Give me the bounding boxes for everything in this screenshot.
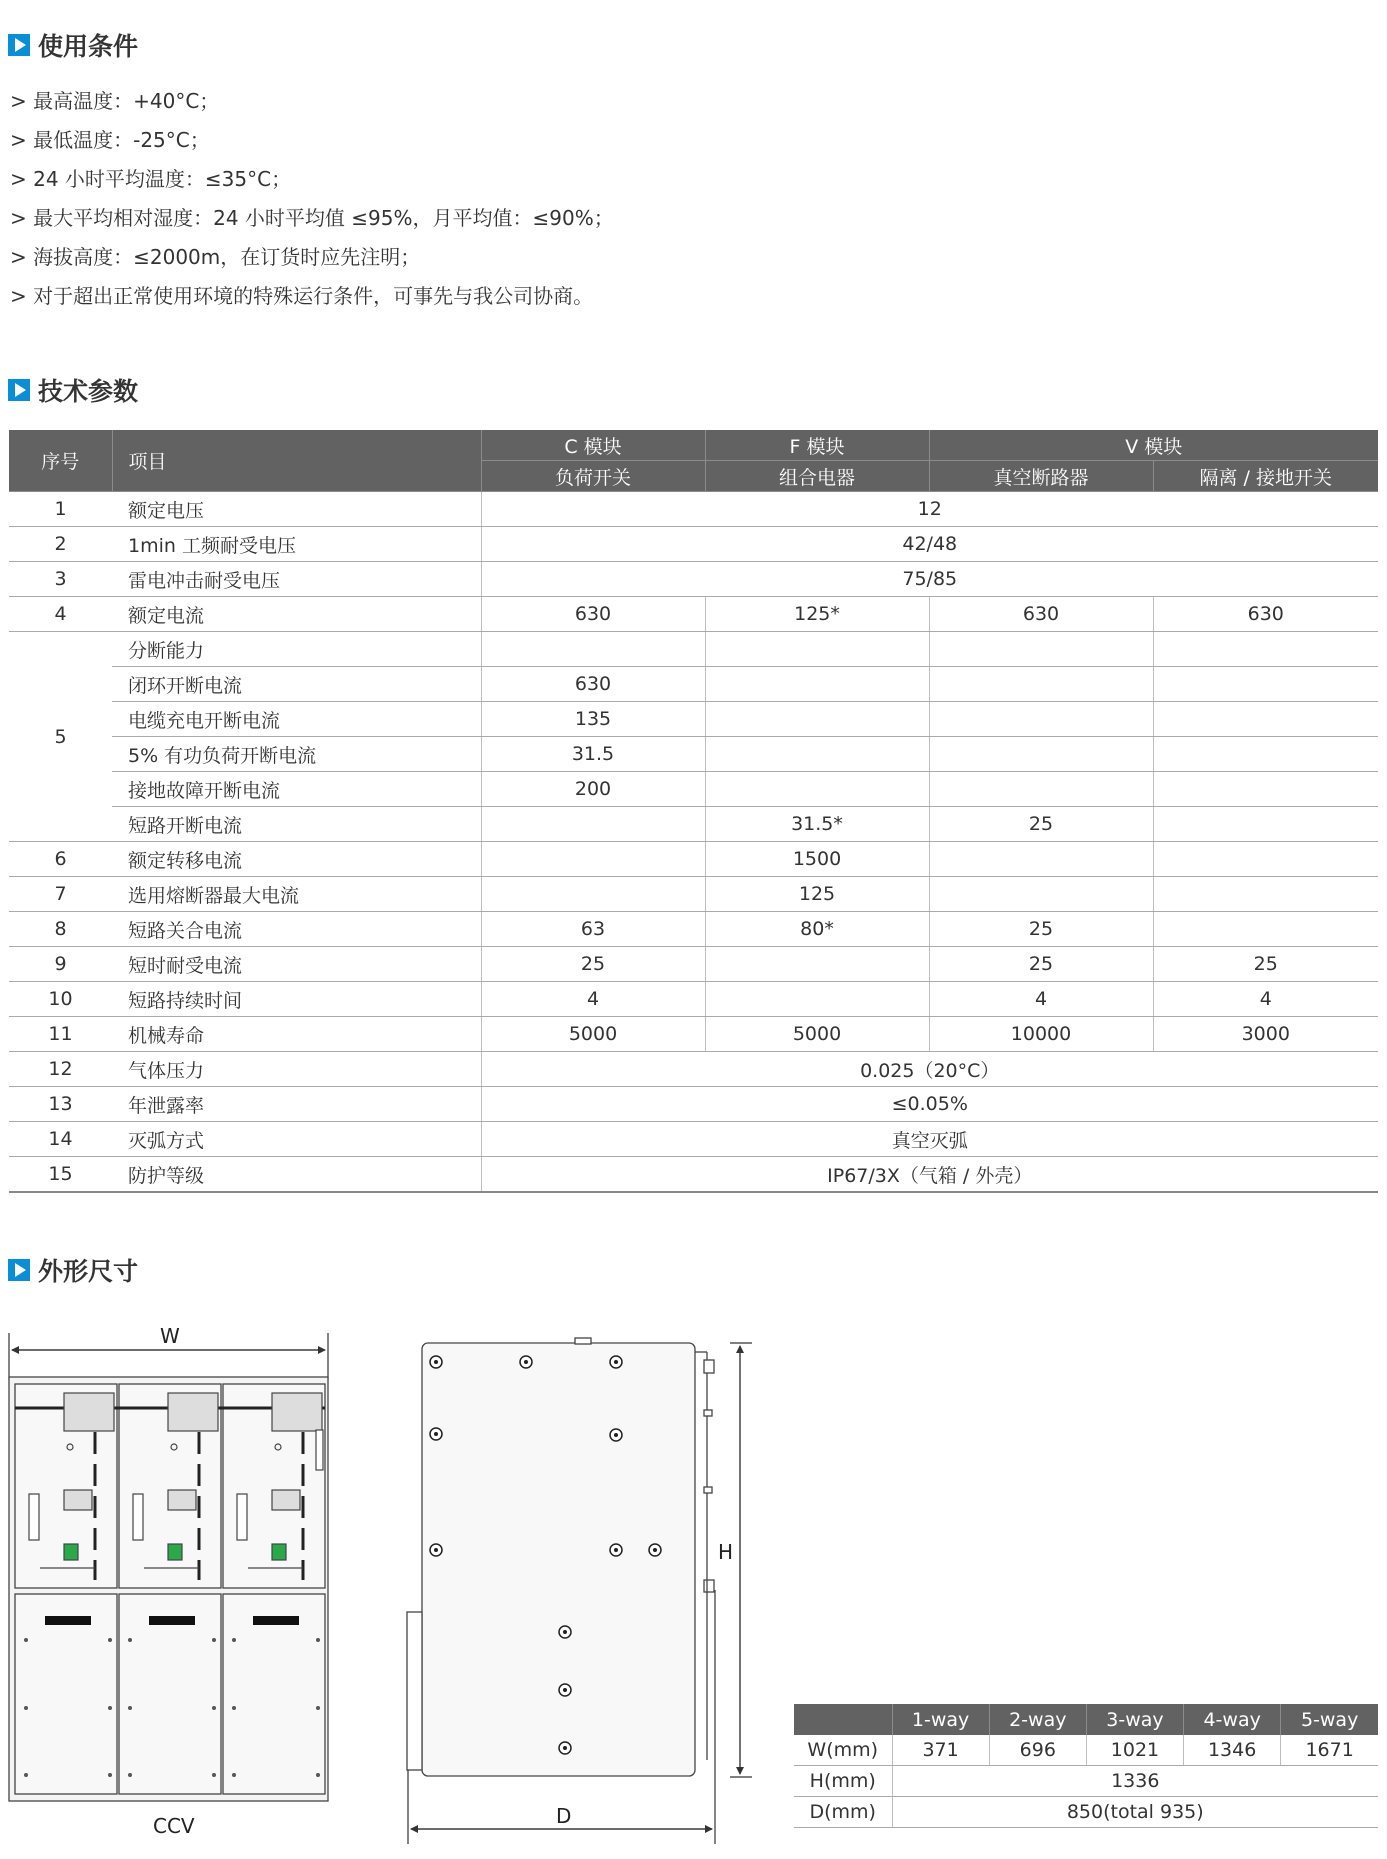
row-item: 机械寿命 (112, 1017, 481, 1052)
row-no: 5 (9, 632, 112, 842)
row-no: 14 (9, 1122, 112, 1157)
row-item: 额定转移电流 (112, 842, 481, 877)
row-span-value: 0.025（20°C） (481, 1052, 1378, 1087)
row-no: 8 (9, 912, 112, 947)
dimension-table (794, 1704, 1378, 1828)
section-title-text: 技术参数 (38, 377, 139, 406)
condition-item: > 24 小时平均温度：≤35°C； (10, 167, 292, 191)
row-no: 7 (9, 877, 112, 912)
row-item: 接地故障开断电流 (112, 772, 481, 807)
dim-cell: 696 (989, 1735, 1086, 1766)
w-label: W (160, 1324, 180, 1348)
header-no: 序号 (9, 430, 112, 492)
cell-v1: 4 (929, 982, 1153, 1017)
row-item: 选用熔断器最大电流 (112, 877, 481, 912)
row-item: 短路持续时间 (112, 982, 481, 1017)
dim-header-1way: 1-way (892, 1704, 989, 1735)
dim-cell: 1346 (1184, 1735, 1281, 1766)
header-v-sub1: 真空断路器 (929, 461, 1153, 492)
row-no: 11 (9, 1017, 112, 1052)
condition-item: > 最低温度：-25°C； (10, 128, 210, 152)
row-span-value: 真空灭弧 (481, 1122, 1378, 1157)
row-item: 额定电流 (112, 597, 481, 632)
row-span-value: ≤0.05% (481, 1087, 1378, 1122)
ccv-label: CCV (153, 1814, 195, 1838)
row-item: 短路关合电流 (112, 912, 481, 947)
dim-cell: 1021 (1086, 1735, 1183, 1766)
header-item: 项目 (112, 430, 481, 492)
condition-item: > 对于超出正常使用环境的特殊运行条件，可事先与我公司协商。 (10, 284, 594, 308)
row-item: 1min 工频耐受电压 (112, 527, 481, 562)
cell-f: 80* (705, 912, 929, 947)
section-title-text: 外形尺寸 (38, 1257, 139, 1286)
cell-c: 25 (481, 947, 705, 982)
cell-v1: 25 (929, 947, 1153, 982)
dim-cell: 1336 (892, 1766, 1378, 1797)
h-label: H (718, 1540, 734, 1564)
row-item: 闭环开断电流 (112, 667, 481, 702)
row-no: 15 (9, 1157, 112, 1193)
dim-row-label: D(mm) (794, 1797, 892, 1828)
dim-header-blank (794, 1704, 892, 1735)
cell-v1: 25 (929, 807, 1153, 842)
row-item: 5% 有功负荷开断电流 (112, 737, 481, 772)
row-no: 6 (9, 842, 112, 877)
ccv-front-view (9, 1377, 328, 1801)
d-label: D (556, 1804, 572, 1828)
row-item: 额定电压 (112, 492, 481, 527)
row-span-value: 75/85 (481, 562, 1378, 597)
row-no: 12 (9, 1052, 112, 1087)
header-c-module: C 模块 (481, 430, 705, 461)
cell-v2: 25 (1153, 947, 1378, 982)
row-no: 13 (9, 1087, 112, 1122)
table-row (794, 1766, 1378, 1797)
row-item: 短路开断电流 (112, 807, 481, 842)
section-title-text: 使用条件 (38, 32, 139, 61)
row-item: 雷电冲击耐受电压 (112, 562, 481, 597)
cell-c: 31.5 (481, 737, 705, 772)
cell-c: 135 (481, 702, 705, 737)
ccv-lower-handles (45, 1616, 299, 1625)
row-no: 2 (9, 527, 112, 562)
header-c-sub: 负荷开关 (481, 461, 705, 492)
row-item: 电缆充电开断电流 (112, 702, 481, 737)
row-no: 1 (9, 492, 112, 527)
dim-header-2way: 2-way (989, 1704, 1086, 1735)
row-no: 10 (9, 982, 112, 1017)
row-item: 短时耐受电流 (112, 947, 481, 982)
dim-header-3way: 3-way (1086, 1704, 1183, 1735)
cell-f: 125 (705, 877, 929, 912)
row-span-value: 42/48 (481, 527, 1378, 562)
side-view (407, 1338, 715, 1776)
cell-v2: 3000 (1153, 1017, 1378, 1052)
header-f-module: F 模块 (705, 430, 929, 461)
dim-header-5way: 5-way (1281, 1704, 1378, 1735)
row-item: 气体压力 (112, 1052, 481, 1087)
dim-row-label: H(mm) (794, 1766, 892, 1797)
dim-header-4way: 4-way (1184, 1704, 1281, 1735)
cell-c: 630 (481, 667, 705, 702)
table-row (794, 1735, 1378, 1766)
condition-item: > 最大平均相对湿度：24 小时平均值 ≤95%，月平均值：≤90%； (10, 206, 614, 230)
row-span-value: IP67/3X（气箱 / 外壳） (481, 1157, 1378, 1193)
cell-v2: 630 (1153, 597, 1378, 632)
cell-c: 63 (481, 912, 705, 947)
row-no: 4 (9, 597, 112, 632)
cell-c: 5000 (481, 1017, 705, 1052)
row-no: 9 (9, 947, 112, 982)
row-item: 防护等级 (112, 1157, 481, 1193)
row-no: 3 (9, 562, 112, 597)
h-dimension-line (730, 1343, 752, 1777)
condition-item: > 海拔高度：≤2000m，在订货时应先注明； (10, 245, 421, 269)
header-v-sub2: 隔离 / 接地开关 (1153, 461, 1378, 492)
cell-c: 630 (481, 597, 705, 632)
header-f-sub: 组合电器 (705, 461, 929, 492)
dim-cell: 850(total 935) (892, 1797, 1378, 1828)
dim-row-label: W(mm) (794, 1735, 892, 1766)
row-span-value: 12 (481, 492, 1378, 527)
cell-c: 200 (481, 772, 705, 807)
cell-f: 125* (705, 597, 929, 632)
row-item: 分断能力 (112, 632, 481, 667)
cell-v1: 10000 (929, 1017, 1153, 1052)
row-item: 年泄露率 (112, 1087, 481, 1122)
cell-f: 5000 (705, 1017, 929, 1052)
cell-c: 4 (481, 982, 705, 1017)
dim-cell: 371 (892, 1735, 989, 1766)
condition-item: > 最高温度：+40°C； (10, 89, 220, 113)
cell-f: 1500 (705, 842, 929, 877)
table-row (794, 1797, 1378, 1828)
cell-v2: 4 (1153, 982, 1378, 1017)
header-v-module: V 模块 (929, 430, 1378, 461)
cell-v1: 630 (929, 597, 1153, 632)
cell-v1: 25 (929, 912, 1153, 947)
cell-f: 31.5* (705, 807, 929, 842)
dim-cell: 1671 (1281, 1735, 1378, 1766)
row-item: 灭弧方式 (112, 1122, 481, 1157)
